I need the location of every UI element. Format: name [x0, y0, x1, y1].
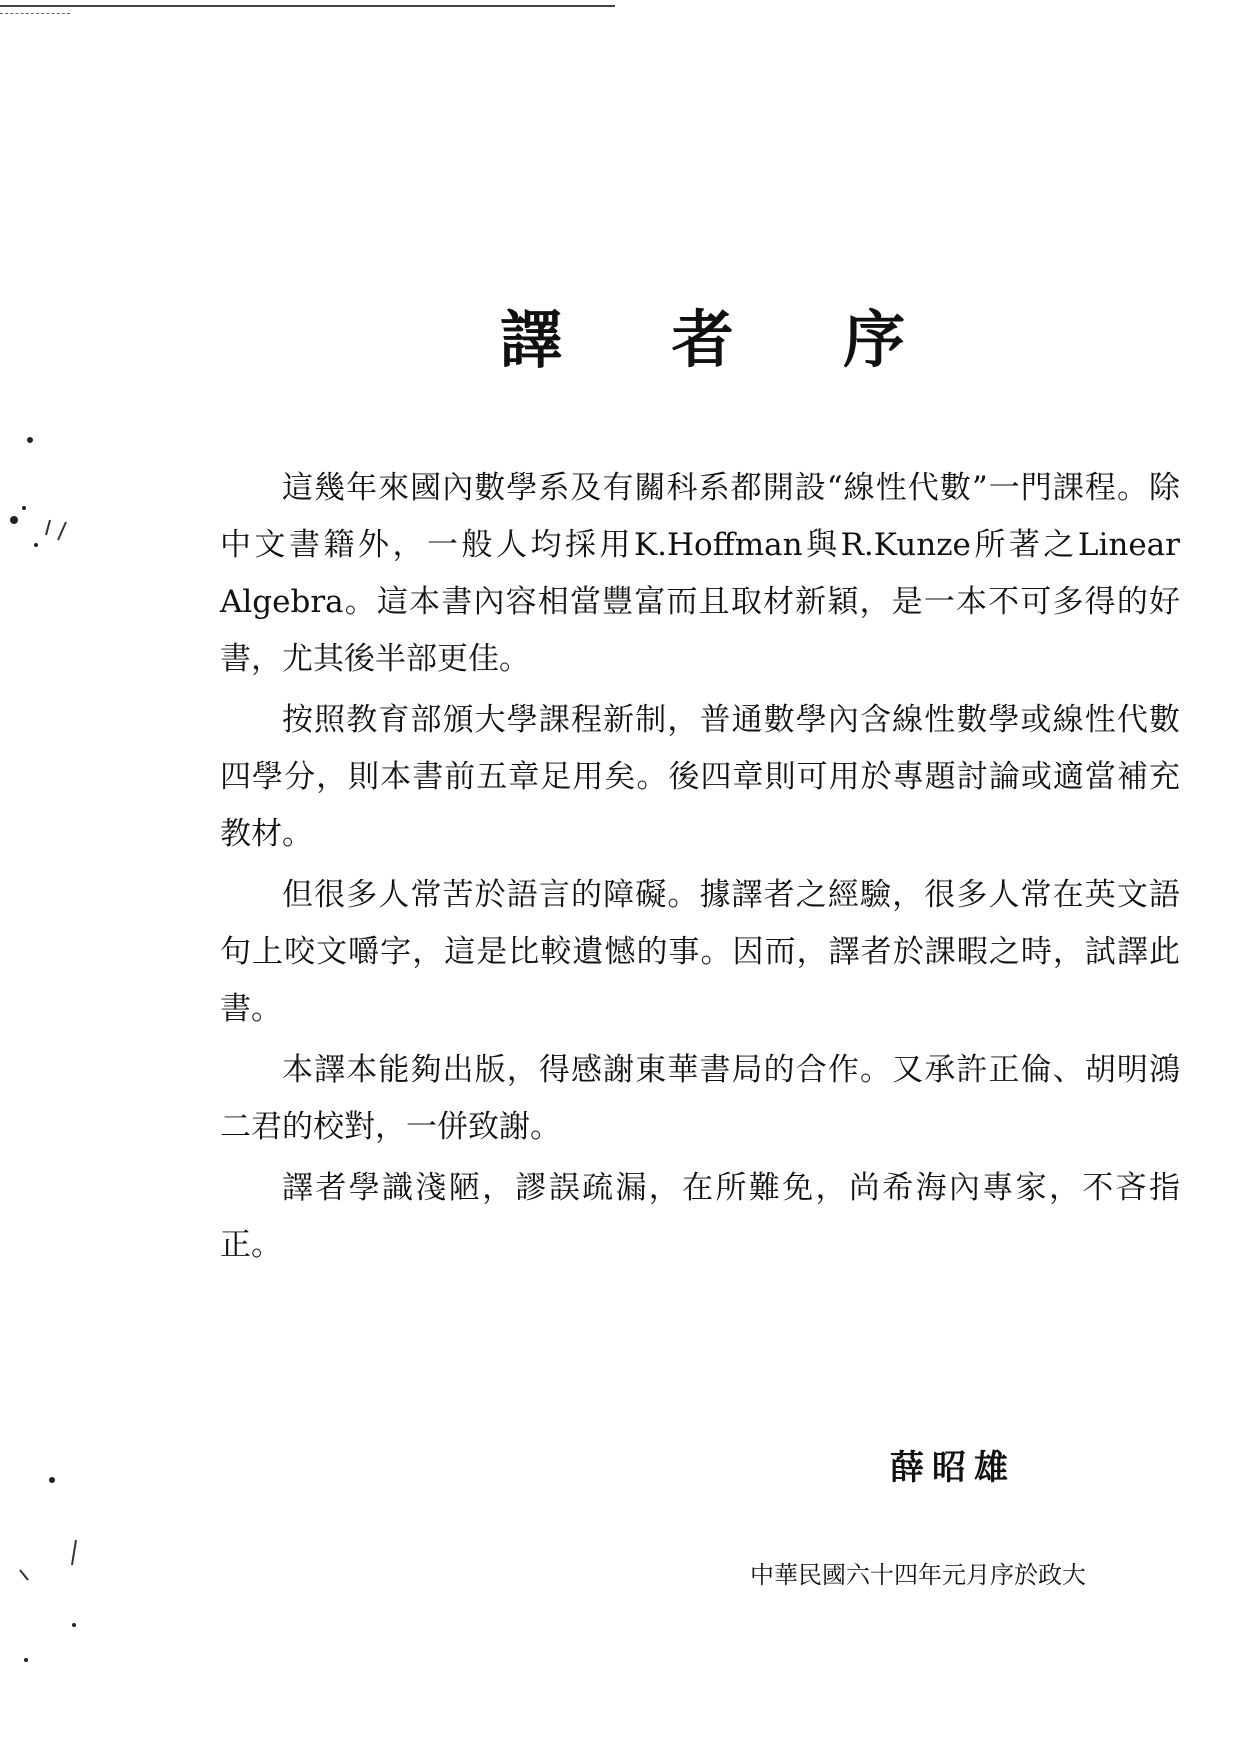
paragraph-4: 本譯本能夠出版，得感謝東華書局的合作。又承許正倫、胡明鴻二君的校對，一併致謝。 [220, 1052, 1180, 1145]
paragraph-3: 但很多人常苦於語言的障礙。據譯者之經驗，很多人常在英文語句上咬文嚼字，這是比較遺憾的事。因而，譯者於課暇之時，試譯此書。 [220, 877, 1180, 1027]
paragraph-2: 按照教育部頒大學課程新制，普通數學內含線性數學或線性代數四學分，則本書前五章足用矣。後四章則可用於專題討論或適當補充教材。 [220, 702, 1180, 852]
top-rule-dash [0, 13, 70, 14]
paragraph-5: 譯者學識淺陋，謬誤疏漏，在所難免，尚希海內專家，不吝指正。 [220, 1170, 1180, 1263]
paragraph-1: 這幾年來國內數學系及有關科系都開設“線性代數”一門課程。除中文書籍外，一般人均採用K.Hoffman與R.Kunze所著之Linear Algebra。這本書內容相當豐富而且取材新穎，是一本不可多得的好書，尤其後半部更佳。 [220, 470, 1180, 677]
preface-title: 譯 者 序 [500, 303, 950, 376]
translator-signature: 薛昭雄 [890, 1448, 1016, 1488]
top-rule [0, 5, 615, 7]
preface-body [220, 460, 1180, 1278]
date-line: 中華民國六十四年元月序於政大 [750, 1561, 1086, 1589]
